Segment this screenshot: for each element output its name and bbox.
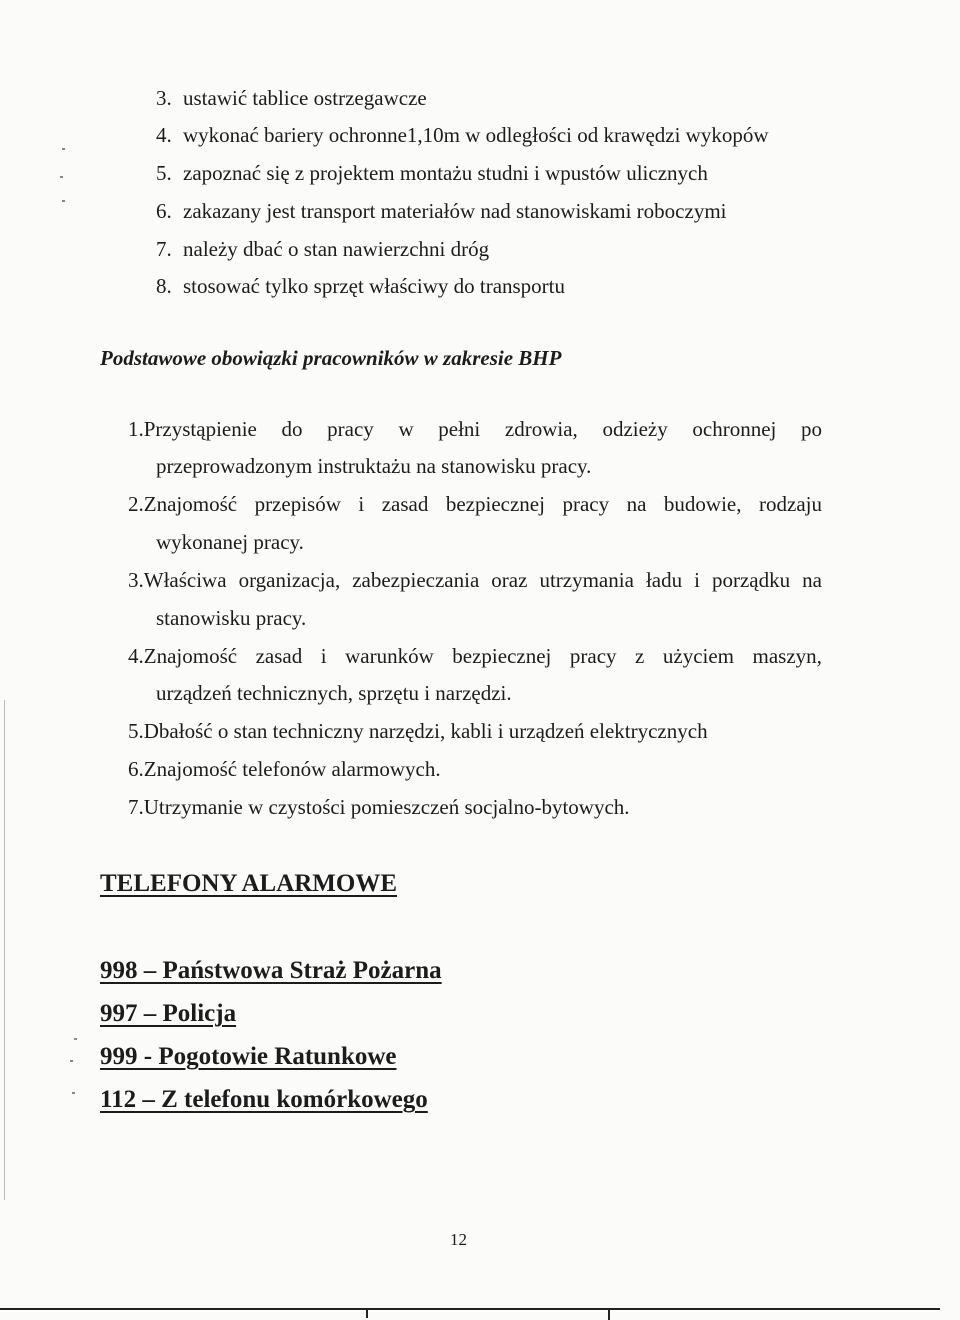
scan-speck — [74, 1038, 77, 1040]
section-title: Podstawowe obowiązki pracowników w zakresie BHP — [100, 346, 562, 370]
bottom-rule — [0, 1308, 940, 1310]
duty-number: 6. — [128, 757, 144, 781]
word: pełni — [438, 417, 481, 441]
phone-entry-police: 997 – Policja — [100, 1000, 237, 1027]
duty-continuation: wykonanej pracy. — [156, 530, 304, 554]
list-item — [156, 123, 769, 147]
duty-text: Znajomość telefonów alarmowych. — [143, 757, 441, 781]
duty-item — [128, 757, 822, 781]
duty-text-justified — [144, 644, 822, 668]
list-item — [156, 86, 427, 110]
list-text: należy dbać o stan nawierzchni dróg — [183, 237, 490, 261]
duty-number: 4. — [128, 644, 144, 668]
duty-continuation: przeprowadzonym instruktażu na stanowisku pracy. — [156, 454, 592, 478]
list-text: wykonać bariery ochronne1,10m w odległości od krawędzi wykopów — [183, 123, 769, 147]
word: ochronnej — [692, 417, 777, 441]
duty-item — [128, 417, 822, 441]
word: organizacja, — [238, 568, 341, 592]
word: zdrowia, — [504, 417, 578, 441]
duty-item — [128, 568, 822, 592]
list-item — [156, 199, 727, 223]
word: warunków — [345, 644, 434, 668]
duty-continuation: urządzeń technicznych, sprzętu i narzędzi. — [156, 681, 512, 705]
word: maszyn, — [752, 644, 822, 668]
phone-entry-mobile: 112 – Z telefonu komórkowego — [100, 1086, 428, 1113]
list-item — [156, 237, 489, 261]
list-text: ustawić tablice ostrzegawcze — [183, 86, 427, 110]
word: na — [802, 568, 822, 592]
duty-number: 7. — [128, 795, 144, 819]
duty-text-justified — [144, 492, 822, 516]
word: Znajomość — [143, 492, 238, 516]
word: porządku — [711, 568, 791, 592]
word: przepisów — [254, 492, 341, 516]
duty-item — [128, 644, 822, 668]
word: i — [358, 492, 365, 516]
duty-text-justified — [144, 568, 822, 592]
word: Przystąpienie — [143, 417, 257, 441]
list-text: zapoznać się z projektem montażu studni i wpustów ulicznych — [183, 161, 708, 185]
list-text: zakazany jest transport materiałów nad stanowiskami roboczymi — [183, 199, 727, 223]
phone-entry-ambulance: 999 - Pogotowie Ratunkowe — [100, 1043, 397, 1070]
word: rodzaju — [759, 492, 822, 516]
phone-entry-fire: 998 – Państwowa Straż Pożarna — [100, 957, 442, 984]
word: użyciem — [662, 644, 735, 668]
word: do — [281, 417, 303, 441]
word: z — [635, 644, 645, 668]
word: oraz — [491, 568, 528, 592]
list-item — [156, 161, 708, 185]
word: pracy — [569, 644, 617, 668]
word: zabezpieczania — [352, 568, 480, 592]
duty-number: 3. — [128, 568, 144, 592]
phones-heading: TELEFONY ALARMOWE — [100, 870, 398, 897]
list-number: 3. — [156, 86, 172, 110]
list-number: 4. — [156, 123, 172, 147]
scan-speck — [62, 200, 65, 202]
word: w — [398, 417, 414, 441]
duty-number: 1. — [128, 417, 144, 441]
word: zasad — [255, 644, 303, 668]
word: bezpiecznej — [452, 644, 552, 668]
word: zasad — [381, 492, 429, 516]
scan-speck — [62, 148, 65, 150]
word: Właściwa — [143, 568, 227, 592]
word: pracy — [327, 417, 374, 441]
scan-speck — [60, 176, 63, 178]
word: odzieży — [602, 417, 668, 441]
list-item — [156, 274, 565, 298]
word: na — [626, 492, 647, 516]
duty-text: Utrzymanie w czystości pomieszczeń socjalno-bytowych. — [143, 795, 630, 819]
duty-text: Dbałość o stan techniczny narzędzi, kabli i urządzeń elektrycznych — [143, 719, 708, 743]
word: budowie, — [663, 492, 742, 516]
list-number: 5. — [156, 161, 172, 185]
rule-tick — [608, 1308, 610, 1320]
list-text: stosować tylko sprzęt właściwy do transportu — [183, 274, 566, 298]
page-number: 12 — [450, 1230, 467, 1249]
list-number: 6. — [156, 199, 172, 223]
word: i — [320, 644, 327, 668]
word: bezpiecznej — [445, 492, 545, 516]
duty-item — [128, 492, 822, 516]
duty-item — [128, 719, 822, 743]
word: i — [694, 568, 700, 592]
scan-speck — [72, 1092, 75, 1094]
scan-edge — [4, 700, 5, 1200]
scan-speck — [70, 1060, 73, 1062]
duty-item — [128, 795, 822, 819]
list-number: 8. — [156, 274, 172, 298]
rule-tick — [366, 1308, 368, 1318]
word: pracy — [562, 492, 610, 516]
duty-number: 2. — [128, 492, 144, 516]
word: ładu — [645, 568, 683, 592]
word: utrzymania — [539, 568, 634, 592]
duty-number: 5. — [128, 719, 144, 743]
list-number: 7. — [156, 237, 172, 261]
duty-continuation: stanowisku pracy. — [156, 606, 307, 630]
word: Znajomość — [143, 644, 238, 668]
duty-text-justified — [144, 417, 822, 441]
word: po — [801, 417, 822, 441]
